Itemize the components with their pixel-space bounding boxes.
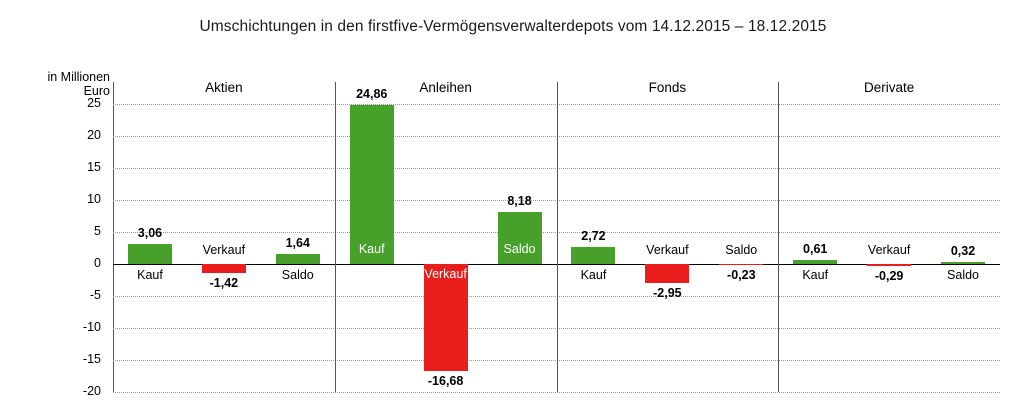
bar-value-label: -2,95 — [653, 285, 682, 300]
bar-value-label: 0,32 — [950, 243, 976, 258]
group-separator — [335, 82, 336, 392]
bar-anleihen-saldo — [498, 212, 542, 264]
bar-derivate-kauf — [793, 260, 837, 264]
bar-derivate-verkauf — [867, 264, 911, 266]
group-label-derivate: Derivate — [863, 80, 915, 95]
bar-aktien-verkauf — [202, 264, 246, 273]
bar-series-label: Kauf — [137, 268, 163, 282]
y-axis-tick-label: 10 — [87, 192, 101, 206]
bar-value-label: -16,68 — [427, 373, 464, 388]
group-label-aktien: Aktien — [205, 80, 243, 95]
bar-fonds-kauf — [571, 247, 615, 264]
bar-value-label: 8,18 — [507, 193, 532, 208]
y-axis-unit-label — [24, 70, 110, 98]
y-axis-tick-label: 25 — [87, 96, 101, 110]
bar-value-label: 24,86 — [356, 86, 388, 101]
bar-series-label: Kauf — [580, 268, 607, 282]
y-axis-unit-line1: in Millionen — [47, 70, 110, 84]
group-label-anleihen: Anleihen — [419, 80, 472, 95]
bar-value-label: 3,06 — [137, 226, 163, 241]
group-separator — [778, 82, 779, 392]
y-axis-tick-label: 15 — [87, 160, 101, 174]
y-axis-tick-label: -5 — [89, 288, 101, 302]
y-axis-unit-line2: Euro — [83, 84, 110, 98]
gridline — [113, 392, 1000, 393]
bar-series-label: Verkauf — [202, 243, 246, 257]
bar-value-label: 1,64 — [285, 235, 310, 250]
bar-fonds-verkauf — [645, 264, 689, 283]
bar-series-label: Verkauf — [867, 243, 911, 257]
group-label-fonds: Fonds — [648, 80, 687, 95]
y-axis-tick-label: -10 — [82, 320, 101, 334]
y-axis-tick-label: 5 — [94, 224, 101, 238]
y-axis-tick-label: -20 — [82, 384, 101, 398]
bar-series-label: Verkauf — [646, 243, 689, 257]
y-axis-tick-label: -15 — [82, 352, 101, 366]
bar-value-label: -0,23 — [727, 268, 756, 283]
bar-fonds-saldo — [719, 264, 763, 265]
bar-series-label: Saldo — [947, 268, 980, 282]
bar-series-label: Kauf — [802, 268, 829, 282]
bar-anleihen-kauf — [350, 105, 394, 264]
bar-aktien-kauf — [128, 244, 172, 264]
bar-value-label: -1,42 — [209, 276, 239, 291]
bar-derivate-saldo — [941, 262, 985, 264]
bar-aktien-saldo — [276, 254, 320, 264]
bar-series-label: Verkauf — [424, 267, 467, 281]
bar-series-label: Kauf — [358, 242, 385, 256]
y-axis-tick-label: 20 — [87, 128, 101, 142]
bar-series-label: Saldo — [281, 268, 314, 282]
chart-title: Umschichtungen in den firstfive-Vermögensverwalterdepots vom 14.12.2015 – 18.12.2015 — [199, 18, 827, 35]
y-axis-tick-label: 0 — [94, 256, 101, 270]
bar-value-label: 2,72 — [581, 228, 606, 243]
bar-series-label: Saldo — [503, 242, 536, 256]
bar-value-label: -0,29 — [874, 268, 904, 283]
bar-value-label: 0,61 — [803, 242, 828, 257]
bar-series-label: Saldo — [725, 243, 758, 257]
